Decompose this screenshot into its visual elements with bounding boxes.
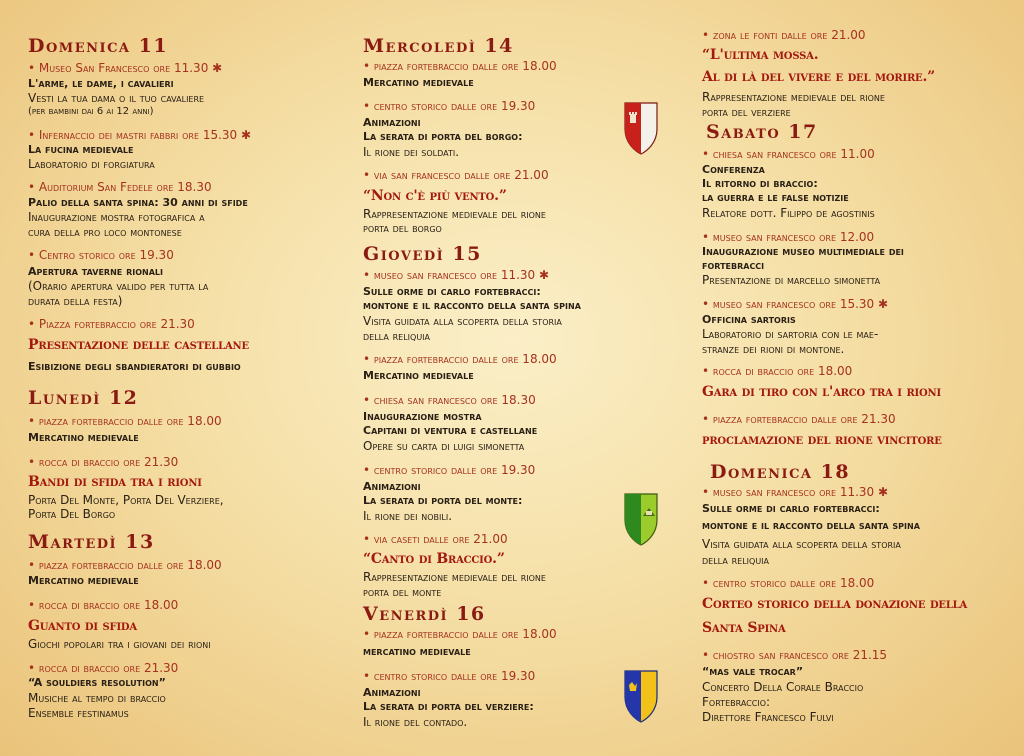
event-description: Porta Del Borgo xyxy=(28,507,116,521)
event-meta: • piazza fortebraccio dalle ore 21.30 xyxy=(702,412,896,426)
event-title: Animazioni xyxy=(363,116,421,129)
event-description: Porta Del Monte, Porta Del Verziere, xyxy=(28,493,224,507)
event-meta: • centro storico dalle ore 19.30 xyxy=(363,669,536,683)
event-title: Animazioni xyxy=(363,686,421,699)
event-note: (per bambini dai 6 ai 12 anni) xyxy=(28,106,154,117)
event-title: La fucina medievale xyxy=(28,143,134,156)
day-heading: Venerdì 16 xyxy=(363,603,486,625)
event-description: porta del monte xyxy=(363,585,442,599)
day-heading: Sabato 17 xyxy=(706,121,818,143)
event-meta: • Infernaccio dei mastri fabbri ore 15.30 ✱ xyxy=(28,128,252,142)
event-title: La serata di porta del verziere: xyxy=(363,700,534,713)
event-description: Visita guidata alla scoperta della storia xyxy=(702,537,901,551)
event-title: mercatino medievale xyxy=(363,645,471,658)
event-description: cura della pro loco montonese xyxy=(28,225,182,239)
event-meta: • piazza fortebraccio dalle ore 18.00 xyxy=(363,59,557,73)
event-meta: • zona le fonti dalle ore 21.00 xyxy=(702,28,866,42)
event-title: Conferenza xyxy=(702,163,765,176)
shield-monte-icon xyxy=(623,492,659,546)
event-meta: • piazza fortebraccio dalle ore 18.00 xyxy=(28,414,222,428)
event-title: montone e il racconto della santa spina xyxy=(702,519,920,532)
event-meta: • museo san francesco ore 12.00 xyxy=(702,230,875,244)
event-description: Rappresentazione medievale del rione xyxy=(363,570,546,584)
event-meta: • chiesa san francesco ore 18.30 xyxy=(363,393,536,407)
event-meta: • piazza fortebraccio dalle ore 18.00 xyxy=(363,352,557,366)
event-meta: • chiesa san francesco ore 11.00 xyxy=(702,147,875,161)
event-title: L'arme, le dame, i cavalieri xyxy=(28,77,174,90)
event-description: Fortebraccio: xyxy=(702,695,771,709)
event-title: La serata di porta del monte: xyxy=(363,494,523,507)
day-heading: Domenica 11 xyxy=(28,35,169,57)
event-description: della reliquia xyxy=(363,329,431,343)
event-title: Animazioni xyxy=(363,480,421,493)
event-headline: Santa Spina xyxy=(702,620,786,636)
event-headline: proclamazione del rione vincitore xyxy=(702,432,942,448)
event-title: Sulle orme di carlo fortebracci: xyxy=(363,285,541,298)
event-description: Inaugurazione mostra fotografica a xyxy=(28,210,205,224)
day-heading: Giovedì 15 xyxy=(363,243,482,265)
event-meta: • centro storico dalle ore 18.00 xyxy=(702,576,875,590)
event-title: “A souldiers resolution” xyxy=(28,676,166,689)
event-description: Rappresentazione medievale del rione xyxy=(363,207,546,221)
event-title: Mercatino medievale xyxy=(363,369,474,382)
event-description: (Orario apertura valido per tutta la xyxy=(28,279,209,293)
shield-verziere-icon xyxy=(623,669,659,723)
event-headline: “Non c'è più vento.” xyxy=(363,188,507,204)
event-title: montone e il racconto della santa spina xyxy=(363,299,581,312)
event-description: Giochi popolari tra i giovani dei rioni xyxy=(28,637,211,651)
event-title: Il ritorno di braccio: xyxy=(702,177,818,190)
event-title: “mas vale trocar” xyxy=(702,665,804,678)
event-meta: • centro storico dalle ore 19.30 xyxy=(363,99,536,113)
event-description: durata della festa) xyxy=(28,294,123,308)
event-title: Mercatino medievale xyxy=(28,574,139,587)
event-description: porta del verziere xyxy=(702,105,791,119)
shield-borgo-icon xyxy=(623,101,659,155)
event-meta: • via san francesco dalle ore 21.00 xyxy=(363,168,549,182)
day-heading: Martedì 13 xyxy=(28,531,155,553)
event-description: Il rione dei soldati. xyxy=(363,145,460,159)
event-meta: • Centro storico ore 19.30 xyxy=(28,248,174,262)
event-description: Presentazione di marcello simonetta xyxy=(702,273,881,287)
event-description: Il rione dei nobili. xyxy=(363,509,453,523)
event-title: Inaugurazione museo multimediale dei xyxy=(702,245,904,258)
event-headline: Guanto di sfida xyxy=(28,618,137,634)
event-title: Mercatino medievale xyxy=(28,431,139,444)
event-meta: • rocca di braccio ore 21.30 xyxy=(28,455,179,469)
event-title: Inaugurazione mostra xyxy=(363,410,482,423)
event-headline: “Canto di Braccio.” xyxy=(363,551,505,567)
event-headline: “L'ultima mossa. xyxy=(702,47,819,63)
event-title: Esibizione degli sbandieratori di gubbio xyxy=(28,360,241,373)
event-title: Capitani di ventura e castellane xyxy=(363,424,538,437)
event-description: Vesti la tua dama o il tuo cavaliere xyxy=(28,91,205,105)
event-meta: • Piazza fortebraccio ore 21.30 xyxy=(28,317,195,331)
event-description: Musiche al tempo di braccio xyxy=(28,691,166,705)
event-title: Officina sartoris xyxy=(702,313,796,326)
event-description: della reliquia xyxy=(702,553,770,567)
event-description: Rappresentazione medievale del rione xyxy=(702,90,885,104)
event-description: Il rione del contado. xyxy=(363,715,468,729)
event-description: Relatore dott. Filippo de agostinis xyxy=(702,206,875,220)
event-meta: • rocca di braccio ore 18.00 xyxy=(28,598,179,612)
event-meta: • rocca di braccio ore 21.30 xyxy=(28,661,179,675)
event-headline: Corteo storico della donazione della xyxy=(702,596,968,612)
event-headline: Presentazione delle castellane xyxy=(28,337,249,353)
event-description: Laboratorio di sartoria con le mae- xyxy=(702,327,879,341)
event-meta: • centro storico dalle ore 19.30 xyxy=(363,463,536,477)
event-headline: Bandi di sfida tra i rioni xyxy=(28,474,202,490)
event-description: Laboratorio di forgiatura xyxy=(28,157,155,171)
event-meta: • museo san francesco ore 15.30 ✱ xyxy=(702,297,889,311)
event-title: La serata di porta del borgo: xyxy=(363,130,523,143)
event-headline: Gara di tiro con l'arco tra i rioni xyxy=(702,384,941,400)
event-title: fortebracci xyxy=(702,259,765,272)
event-meta: • Museo San Francesco ore 11.30 ✱ xyxy=(28,61,223,75)
event-title: Mercatino medievale xyxy=(363,76,474,89)
event-meta: • museo san francesco ore 11.30 ✱ xyxy=(702,485,889,499)
event-title: Palio della santa spina: 30 anni di sfide xyxy=(28,196,248,209)
event-description: Direttore Francesco Fulvi xyxy=(702,710,834,724)
event-title: la guerra e le false notizie xyxy=(702,191,849,204)
event-meta: • museo san francesco ore 11.30 ✱ xyxy=(363,268,550,282)
event-description: Visita guidata alla scoperta della storia xyxy=(363,314,562,328)
event-description: Opere su carta di luigi simonetta xyxy=(363,439,525,453)
event-description: Concerto Della Corale Braccio xyxy=(702,680,864,694)
event-description: porta del borgo xyxy=(363,221,442,235)
event-title: Sulle orme di carlo fortebracci: xyxy=(702,502,880,515)
event-title: Apertura taverne rionali xyxy=(28,265,163,278)
event-headline: Al di là del vivere e del morire.” xyxy=(702,69,936,85)
event-meta: • Auditorium San Fedele ore 18.30 xyxy=(28,180,212,194)
event-meta: • rocca di braccio ore 18.00 xyxy=(702,364,853,378)
event-meta: • piazza fortebraccio dalle ore 18.00 xyxy=(28,558,222,572)
day-heading: Domenica 18 xyxy=(710,461,851,483)
event-meta: • piazza fortebraccio dalle ore 18.00 xyxy=(363,627,557,641)
event-description: Ensemble festinamus xyxy=(28,706,129,720)
day-heading: Mercoledì 14 xyxy=(363,35,514,57)
event-meta: • chiostro san francesco ore 21.15 xyxy=(702,648,888,662)
day-heading: Lunedì 12 xyxy=(28,387,139,409)
event-meta: • via caseti dalle ore 21.00 xyxy=(363,532,508,546)
event-description: stranze dei rioni di montone. xyxy=(702,342,845,356)
